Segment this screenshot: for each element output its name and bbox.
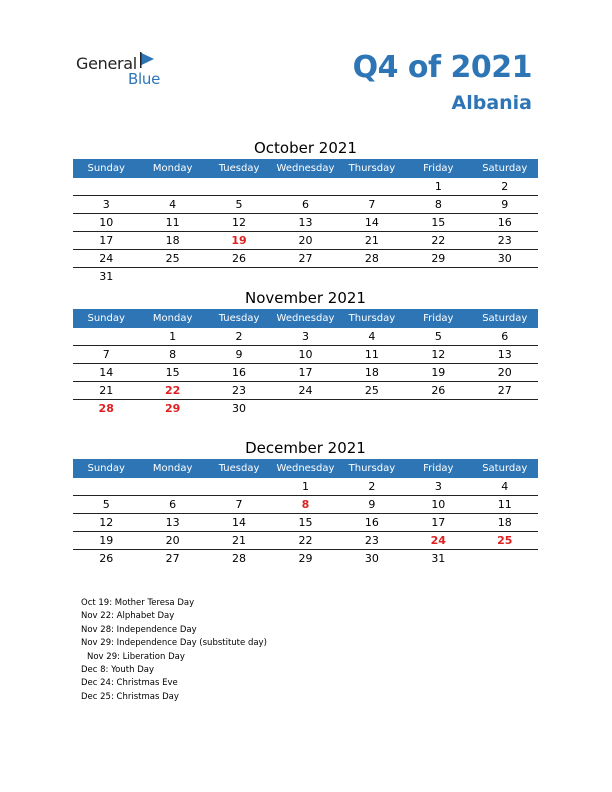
day-cell: 10 [99,216,114,229]
day-cell: 6 [501,330,509,343]
day-cell: 20 [165,534,180,547]
weekday-label: Monday [152,163,193,174]
holiday-item: Nov 29: Liberation Day [87,651,185,662]
day-cell: 22 [164,384,181,397]
day-cell: 28 [364,252,379,265]
weekday-label: Tuesday [218,163,260,174]
empty-day-cell [339,268,405,285]
day-cell: 23 [497,234,512,247]
empty-day-cell [405,268,471,285]
day-cell: 10 [431,498,446,511]
day-cell: 20 [298,234,313,247]
country-name: Albania [451,92,532,114]
empty-day-cell [472,268,538,285]
day-cell: 8 [434,198,442,211]
day-cell: 23 [364,534,379,547]
weekday-label: Monday [152,463,193,474]
week-row [73,328,538,346]
day-cell: 5 [235,198,243,211]
day-cell: 8 [301,498,310,511]
day-cell: 15 [431,216,446,229]
day-cell: 19 [431,366,446,379]
empty-day-cell [472,400,538,417]
empty-day-cell [139,478,205,495]
month-title: October 2021 [254,139,357,157]
day-cell: 28 [98,402,114,415]
day-cell: 3 [301,330,309,343]
day-cell: 14 [232,516,247,529]
week-row [73,496,538,514]
day-cell: 3 [102,198,110,211]
day-cell: 17 [99,234,114,247]
holiday-item: Nov 29: Independence Day (substitute day) [81,638,267,649]
day-cell: 19 [231,234,247,247]
week-row [73,232,538,250]
holiday-item: Dec 8: Youth Day [81,665,154,676]
weekday-label: Friday [423,313,454,324]
flag-icon [140,52,154,68]
day-cell: 17 [298,366,313,379]
weekday-label: Tuesday [218,313,260,324]
day-cell: 30 [232,402,247,415]
weekday-label: Saturday [482,163,528,174]
empty-day-cell [272,178,338,195]
weekday-label: Thursday [348,463,396,474]
day-cell: 18 [364,366,379,379]
general-blue-logo [76,52,186,88]
empty-day-cell [339,400,405,417]
weekday-label: Friday [423,163,454,174]
day-cell: 29 [298,552,313,565]
day-cell: 2 [235,330,243,343]
day-cell: 6 [169,498,177,511]
weekday-label: Thursday [348,163,396,174]
day-cell: 15 [165,366,180,379]
day-cell: 4 [169,198,177,211]
weekday-header-row [73,459,538,478]
holiday-item: Nov 28: Independence Day [81,624,197,635]
day-cell: 16 [497,216,512,229]
logo-general-text: General [76,54,137,73]
day-cell: 24 [298,384,313,397]
day-cell: 12 [431,348,446,361]
holiday-item: Dec 25: Christmas Day [81,691,179,702]
day-cell: 14 [99,366,114,379]
day-cell: 8 [169,348,177,361]
day-cell: 4 [368,330,376,343]
holiday-item: Nov 22: Alphabet Day [81,611,175,622]
day-cell: 30 [364,552,379,565]
day-cell: 30 [497,252,512,265]
weekday-label: Tuesday [218,463,260,474]
weekday-label: Thursday [348,313,396,324]
day-cell: 2 [501,180,509,193]
weekday-label: Wednesday [276,463,335,474]
day-cell: 21 [364,234,379,247]
day-cell: 18 [165,234,180,247]
week-row [73,364,538,382]
day-cell: 26 [232,252,247,265]
day-cell: 1 [169,330,177,343]
day-cell: 13 [165,516,180,529]
empty-day-cell [206,268,272,285]
day-cell: 9 [501,198,509,211]
day-cell: 13 [497,348,512,361]
day-cell: 27 [497,384,512,397]
page-title: Q4 of 2021 [352,50,532,85]
day-cell: 3 [434,480,442,493]
day-cell: 29 [431,252,446,265]
logo-blue-text: Blue [128,70,160,88]
weekday-label: Wednesday [276,313,335,324]
day-cell: 21 [99,384,114,397]
day-cell: 19 [99,534,114,547]
day-cell: 7 [235,498,243,511]
empty-day-cell [206,178,272,195]
empty-day-cell [272,400,338,417]
week-row [73,346,538,364]
day-cell: 9 [368,498,376,511]
month-title: November 2021 [245,289,366,307]
weekday-label: Saturday [482,463,528,474]
month-title: December 2021 [245,439,366,457]
weekday-label: Saturday [482,313,528,324]
week-row [73,214,538,232]
empty-day-cell [139,268,205,285]
day-cell: 4 [501,480,509,493]
week-row [73,550,538,567]
day-cell: 7 [368,198,376,211]
weekday-label: Sunday [87,313,125,324]
day-cell: 10 [298,348,313,361]
day-cell: 14 [364,216,379,229]
week-row [73,478,538,496]
day-cell: 5 [102,498,110,511]
empty-day-cell [73,328,139,345]
day-cell: 21 [232,534,247,547]
weekday-label: Sunday [87,463,125,474]
month-calendar [73,287,538,417]
month-calendar [73,137,538,285]
day-cell: 22 [298,534,313,547]
day-cell: 2 [368,480,376,493]
holiday-item: Dec 24: Christmas Eve [81,678,178,689]
day-cell: 9 [235,348,243,361]
empty-day-cell [472,550,538,567]
week-row [73,178,538,196]
holiday-list [81,597,267,704]
day-cell: 28 [232,552,247,565]
week-row [73,196,538,214]
empty-day-cell [272,268,338,285]
empty-day-cell [339,178,405,195]
week-row [73,400,538,417]
week-row [73,514,538,532]
month-calendar [73,437,538,567]
empty-day-cell [139,178,205,195]
day-cell: 18 [497,516,512,529]
weekday-label: Wednesday [276,163,335,174]
day-cell: 20 [497,366,512,379]
day-cell: 15 [298,516,313,529]
day-cell: 24 [430,534,446,547]
day-cell: 24 [99,252,114,265]
day-cell: 23 [232,384,247,397]
day-cell: 6 [301,198,309,211]
weekday-label: Monday [152,313,193,324]
weekday-label: Sunday [87,163,125,174]
day-cell: 11 [497,498,512,511]
day-cell: 26 [99,552,114,565]
day-cell: 12 [99,516,114,529]
day-cell: 25 [497,534,513,547]
weekday-header-row [73,309,538,328]
day-cell: 26 [431,384,446,397]
day-cell: 25 [165,252,180,265]
day-cell: 27 [298,252,313,265]
week-row [73,532,538,550]
day-cell: 11 [165,216,180,229]
empty-day-cell [206,478,272,495]
day-cell: 12 [232,216,247,229]
week-row [73,268,538,285]
day-cell: 25 [364,384,379,397]
day-cell: 16 [364,516,379,529]
day-cell: 31 [431,552,446,565]
day-cell: 16 [232,366,247,379]
day-cell: 5 [434,330,442,343]
empty-day-cell [73,478,139,495]
day-cell: 22 [431,234,446,247]
weekday-label: Friday [423,463,454,474]
day-cell: 27 [165,552,180,565]
day-cell: 1 [301,480,309,493]
day-cell: 29 [164,402,181,415]
day-cell: 13 [298,216,313,229]
empty-day-cell [73,178,139,195]
day-cell: 7 [102,348,110,361]
week-row [73,250,538,268]
day-cell: 31 [99,270,114,283]
week-row [73,382,538,400]
holiday-item: Oct 19: Mother Teresa Day [81,598,195,608]
weekday-header-row [73,159,538,178]
day-cell: 11 [364,348,379,361]
day-cell: 1 [434,180,442,193]
day-cell: 17 [431,516,446,529]
empty-day-cell [405,400,471,417]
